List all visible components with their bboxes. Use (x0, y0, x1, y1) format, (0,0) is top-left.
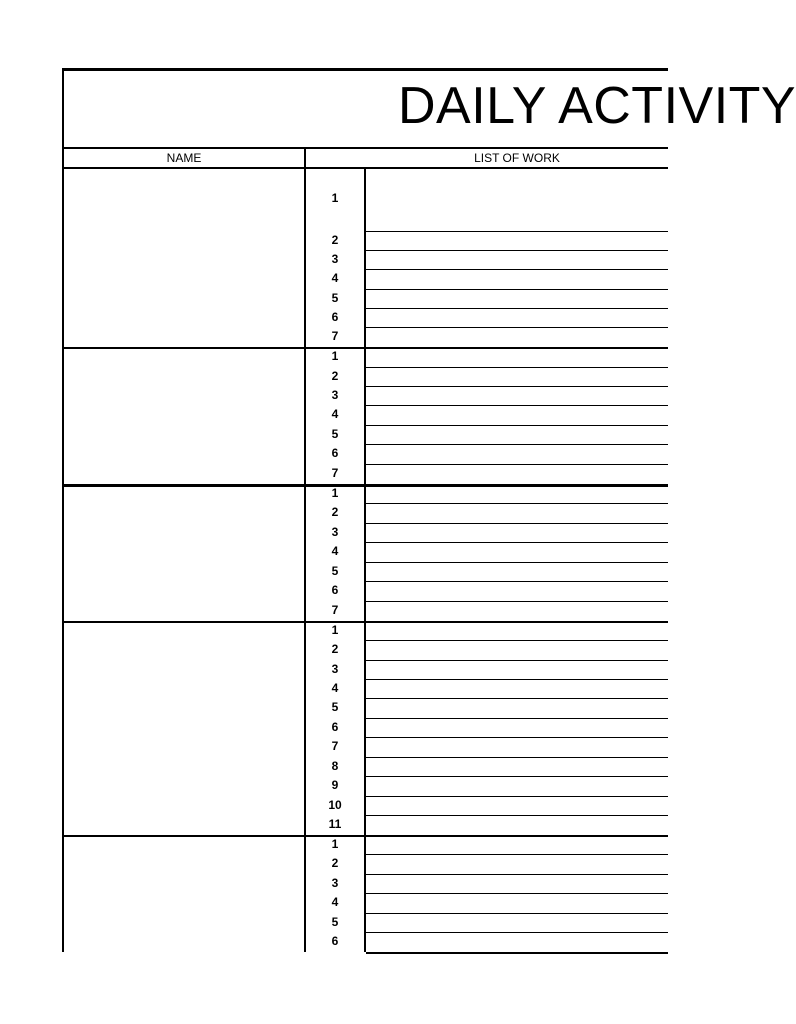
work-row-line (366, 269, 668, 270)
name-column-header: NAME (166, 151, 202, 165)
work-row-line (366, 601, 668, 602)
row-number: 5 (331, 915, 339, 929)
work-row-line (366, 874, 668, 875)
work-row-line (366, 464, 668, 465)
work-row-line (366, 581, 668, 582)
frame-left-border (62, 68, 64, 952)
work-row-line (366, 231, 668, 232)
row-number: 6 (331, 720, 339, 734)
work-row-line (366, 503, 668, 504)
work-row-line (366, 776, 668, 777)
group-separator (62, 835, 668, 837)
work-row-line (366, 913, 668, 914)
row-number: 1 (331, 191, 339, 205)
row-number: 1 (331, 349, 339, 363)
row-number: 11 (328, 817, 342, 831)
work-row-line (366, 308, 668, 309)
work-row-line (366, 327, 668, 328)
row-number: 6 (331, 934, 339, 948)
row-number: 7 (331, 466, 339, 480)
row-number: 1 (331, 837, 339, 851)
group-separator (62, 484, 668, 487)
row-number: 8 (331, 759, 339, 773)
work-row-line (366, 367, 668, 368)
row-number: 3 (331, 876, 339, 890)
work-row-line (366, 425, 668, 426)
row-number: 2 (331, 369, 339, 383)
title-clip (0, 60, 796, 160)
work-row-line (366, 718, 668, 719)
row-number: 6 (331, 583, 339, 597)
work-row-line (366, 737, 668, 738)
work-row-line (366, 250, 668, 251)
work-row-line (366, 562, 668, 563)
row-number: 4 (331, 544, 339, 558)
work-row-line (366, 289, 668, 290)
work-row-line (366, 542, 668, 543)
row-number: 4 (331, 681, 339, 695)
work-row-line (366, 405, 668, 406)
row-number: 10 (328, 798, 342, 812)
row-number: 3 (331, 388, 339, 402)
work-row-line (366, 444, 668, 445)
row-number: 1 (331, 623, 339, 637)
row-number: 4 (331, 407, 339, 421)
group-separator (366, 952, 668, 954)
row-number: 3 (331, 525, 339, 539)
row-number: 1 (331, 486, 339, 500)
work-row-line (366, 640, 668, 641)
row-number: 5 (331, 564, 339, 578)
work-row-line (366, 757, 668, 758)
row-number: 6 (331, 446, 339, 460)
row-number: 5 (331, 427, 339, 441)
group-separator (62, 347, 668, 349)
work-row-line (366, 698, 668, 699)
row-number: 2 (331, 505, 339, 519)
work-row-line (366, 523, 668, 524)
list-of-work-column-header: LIST OF WORK (474, 151, 560, 165)
row-number: 7 (331, 739, 339, 753)
work-row-line (366, 796, 668, 797)
row-number: 7 (331, 603, 339, 617)
document-title: DAILY ACTIVITY (398, 77, 796, 135)
work-row-line (366, 893, 668, 894)
row-number: 4 (331, 271, 339, 285)
row-number: 5 (331, 700, 339, 714)
work-row-line (366, 679, 668, 680)
work-row-line (366, 815, 668, 816)
work-row-line (366, 660, 668, 661)
row-number: 3 (331, 252, 339, 266)
row-number: 2 (331, 856, 339, 870)
row-number: 9 (331, 778, 339, 792)
row-number: 7 (331, 329, 339, 343)
row-number: 2 (331, 233, 339, 247)
row-number: 6 (331, 310, 339, 324)
work-row-line (366, 932, 668, 933)
row-number: 4 (331, 895, 339, 909)
group-separator (62, 621, 668, 623)
row-number: 2 (331, 642, 339, 656)
work-row-line (366, 386, 668, 387)
work-row-line (366, 854, 668, 855)
row-number: 5 (331, 291, 339, 305)
row-number: 3 (331, 662, 339, 676)
